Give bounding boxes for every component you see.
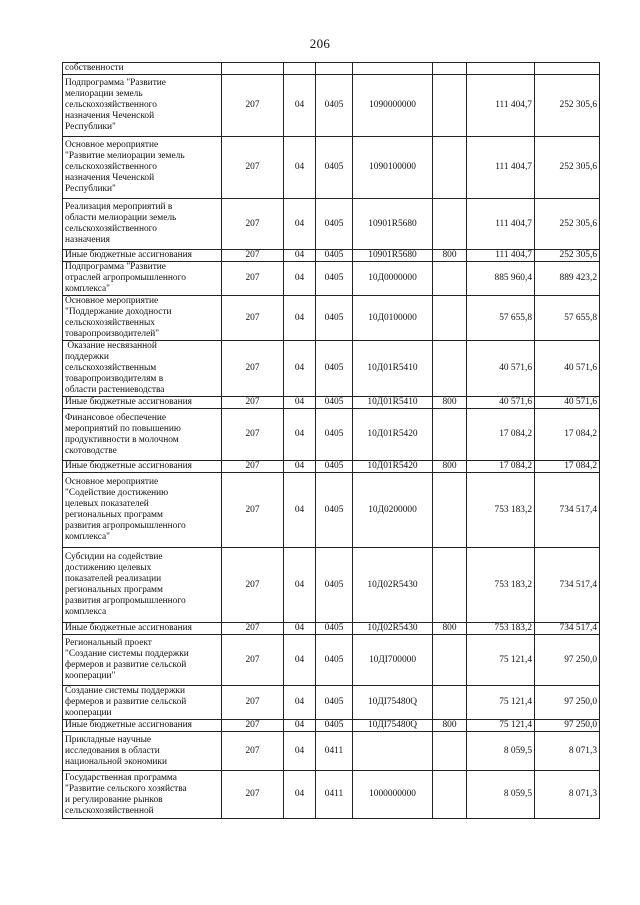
table-row — [63, 771, 600, 819]
cell-vr: 800 — [433, 720, 467, 732]
row-name: Иные бюджетные ассигнования — [63, 397, 222, 409]
table-row — [63, 397, 600, 409]
cell-pr: 0405 — [316, 623, 353, 635]
cell-sum-2021: 17 084,2 — [535, 461, 600, 473]
cell-csr: 10Д01R5420 — [353, 461, 433, 473]
cell-ved: 207 — [222, 250, 284, 262]
cell-sum-2021: 252 305,6 — [535, 250, 600, 262]
cell-sum-2021: 40 571,6 — [535, 397, 600, 409]
cell-sum-2020: 17 084,2 — [467, 409, 535, 461]
cell-vr — [433, 771, 467, 819]
cell-ved: 207 — [222, 75, 284, 137]
cell-pr: 0405 — [316, 720, 353, 732]
row-name: Региональный проект "Создание системы поддержки фермеров и развитие сельской кооперации" — [63, 635, 222, 686]
cell-rz: 04 — [284, 341, 316, 397]
cell-sum-2020: 40 571,6 — [467, 397, 535, 409]
table-row — [63, 623, 600, 635]
cell-pr: 0405 — [316, 397, 353, 409]
row-name: Иные бюджетные ассигнования — [63, 623, 222, 635]
table-row — [63, 473, 600, 548]
cell-rz: 04 — [284, 397, 316, 409]
cell-sum-2020: 753 183,2 — [467, 623, 535, 635]
cell-csr: 1000000000 — [353, 771, 433, 819]
cell-rz: 04 — [284, 461, 316, 473]
cell-pr: 0405 — [316, 473, 353, 548]
cell-csr: 10Д0200000 — [353, 473, 433, 548]
row-name: Подпрограмма "Развитие мелиорации земель сельскохозяйственного назначения Чеченской Республики" — [63, 75, 222, 137]
row-name: Оказание несвязанной поддержки сельскохозяйственным товаропроизводителям в области растениеводства — [63, 341, 222, 397]
row-name: Основное мероприятие "Развитие мелиорации земель сельскохозяйственного назначения Чеченской Республики" — [63, 137, 222, 199]
cell-sum-2020: 8 059,5 — [467, 732, 535, 771]
cell-vr — [433, 63, 467, 75]
cell-vr — [433, 296, 467, 341]
cell-vr — [433, 409, 467, 461]
cell-sum-2020: 75 121,4 — [467, 635, 535, 686]
cell-pr: 0405 — [316, 341, 353, 397]
cell-sum-2021: 97 250,0 — [535, 635, 600, 686]
cell-sum-2020: 75 121,4 — [467, 686, 535, 720]
cell-rz: 04 — [284, 199, 316, 250]
row-name: Иные бюджетные ассигнования — [63, 461, 222, 473]
cell-ved: 207 — [222, 548, 284, 623]
row-name: Подпрограмма "Развитие отраслей агропромышленного комплекса" — [63, 262, 222, 296]
cell-sum-2021: 8 071,3 — [535, 732, 600, 771]
cell-rz — [284, 63, 316, 75]
cell-csr — [353, 732, 433, 771]
cell-csr: 10Д01R5410 — [353, 341, 433, 397]
table-row — [63, 686, 600, 720]
cell-csr: 10Д01R5420 — [353, 409, 433, 461]
cell-sum-2021: 17 084,2 — [535, 409, 600, 461]
table-row — [63, 262, 600, 296]
row-name: собственности — [63, 63, 222, 75]
cell-pr: 0405 — [316, 296, 353, 341]
cell-sum-2020: 40 571,6 — [467, 341, 535, 397]
cell-sum-2021 — [535, 63, 600, 75]
cell-csr: 10Д02R5430 — [353, 623, 433, 635]
cell-ved: 207 — [222, 341, 284, 397]
cell-ved: 207 — [222, 623, 284, 635]
cell-pr: 0411 — [316, 732, 353, 771]
cell-vr — [433, 262, 467, 296]
cell-ved: 207 — [222, 720, 284, 732]
cell-pr: 0405 — [316, 250, 353, 262]
cell-pr: 0405 — [316, 635, 353, 686]
cell-rz: 04 — [284, 250, 316, 262]
cell-pr: 0405 — [316, 75, 353, 137]
cell-sum-2021: 40 571,6 — [535, 341, 600, 397]
cell-pr: 0405 — [316, 409, 353, 461]
cell-vr: 800 — [433, 623, 467, 635]
cell-vr — [433, 732, 467, 771]
cell-sum-2020: 111 404,7 — [467, 250, 535, 262]
table-row — [63, 199, 600, 250]
cell-sum-2021: 252 305,6 — [535, 199, 600, 250]
table-row — [63, 635, 600, 686]
cell-rz: 04 — [284, 296, 316, 341]
cell-sum-2021: 97 250,0 — [535, 720, 600, 732]
cell-ved: 207 — [222, 137, 284, 199]
cell-rz: 04 — [284, 409, 316, 461]
table-row — [63, 296, 600, 341]
cell-rz: 04 — [284, 635, 316, 686]
cell-rz: 04 — [284, 473, 316, 548]
cell-ved — [222, 63, 284, 75]
row-name: Субсидии на содействие достижению целевых показателей реализации региональных программ развития агропромышленного комплекса — [63, 548, 222, 623]
cell-sum-2020: 111 404,7 — [467, 199, 535, 250]
cell-csr: 10901R5680 — [353, 199, 433, 250]
cell-csr: 10Д01R5410 — [353, 397, 433, 409]
table-row — [63, 720, 600, 732]
cell-pr: 0405 — [316, 548, 353, 623]
row-name: Финансовое обеспечение мероприятий по повышению продуктивности в молочном скотоводстве — [63, 409, 222, 461]
row-name: Иные бюджетные ассигнования — [63, 250, 222, 262]
cell-rz: 04 — [284, 720, 316, 732]
cell-vr — [433, 75, 467, 137]
cell-csr — [353, 63, 433, 75]
row-name: Реализация мероприятий в области мелиорации земель сельскохозяйственного назначения — [63, 199, 222, 250]
cell-sum-2020 — [467, 63, 535, 75]
cell-csr: 10901R5680 — [353, 250, 433, 262]
cell-rz: 04 — [284, 686, 316, 720]
row-name: Создание системы поддержки фермеров и развитие сельской кооперации — [63, 686, 222, 720]
cell-ved: 207 — [222, 262, 284, 296]
cell-rz: 04 — [284, 548, 316, 623]
row-name: Основное мероприятие "Содействие достижению целевых показателей региональных программ развития агропромышленного комплекса" — [63, 473, 222, 548]
cell-ved: 207 — [222, 686, 284, 720]
table-row — [63, 341, 600, 397]
row-name: Основное мероприятие "Поддержание доходности сельскохозяйственных товаропроизводителей" — [63, 296, 222, 341]
cell-rz: 04 — [284, 771, 316, 819]
cell-ved: 207 — [222, 771, 284, 819]
cell-csr: 10Д0000000 — [353, 262, 433, 296]
cell-ved: 207 — [222, 397, 284, 409]
table-row — [63, 409, 600, 461]
cell-rz: 04 — [284, 732, 316, 771]
cell-csr: 10ДI75480Q — [353, 686, 433, 720]
cell-ved: 207 — [222, 409, 284, 461]
cell-pr: 0405 — [316, 262, 353, 296]
cell-sum-2021: 252 305,6 — [535, 137, 600, 199]
cell-sum-2021: 57 655,8 — [535, 296, 600, 341]
cell-vr: 800 — [433, 397, 467, 409]
cell-sum-2021: 8 071,3 — [535, 771, 600, 819]
cell-pr: 0411 — [316, 771, 353, 819]
cell-sum-2021: 734 517,4 — [535, 473, 600, 548]
table-row — [63, 63, 600, 75]
cell-csr: 10ДI700000 — [353, 635, 433, 686]
cell-vr — [433, 686, 467, 720]
cell-sum-2020: 753 183,2 — [467, 548, 535, 623]
cell-ved: 207 — [222, 635, 284, 686]
table-row — [63, 75, 600, 137]
budget-table — [62, 62, 600, 819]
cell-pr — [316, 63, 353, 75]
table-row — [63, 137, 600, 199]
cell-csr: 10Д02R5430 — [353, 548, 433, 623]
cell-pr: 0405 — [316, 137, 353, 199]
cell-ved: 207 — [222, 732, 284, 771]
cell-sum-2021: 734 517,4 — [535, 548, 600, 623]
cell-sum-2020: 17 084,2 — [467, 461, 535, 473]
cell-csr: 10Д0100000 — [353, 296, 433, 341]
cell-sum-2021: 889 423,2 — [535, 262, 600, 296]
cell-sum-2020: 111 404,7 — [467, 137, 535, 199]
row-name: Иные бюджетные ассигнования — [63, 720, 222, 732]
cell-rz: 04 — [284, 262, 316, 296]
cell-pr: 0405 — [316, 686, 353, 720]
cell-sum-2020: 75 121,4 — [467, 720, 535, 732]
cell-rz: 04 — [284, 75, 316, 137]
cell-ved: 207 — [222, 461, 284, 473]
row-name: Прикладные научные исследования в области национальной экономики — [63, 732, 222, 771]
cell-sum-2020: 57 655,8 — [467, 296, 535, 341]
cell-sum-2020: 885 960,4 — [467, 262, 535, 296]
table-row — [63, 732, 600, 771]
cell-vr: 800 — [433, 461, 467, 473]
page-number: 206 — [309, 36, 331, 51]
cell-csr: 1090000000 — [353, 75, 433, 137]
cell-vr — [433, 341, 467, 397]
cell-sum-2021: 734 517,4 — [535, 623, 600, 635]
cell-ved: 207 — [222, 473, 284, 548]
cell-vr — [433, 635, 467, 686]
cell-pr: 0405 — [316, 199, 353, 250]
cell-vr — [433, 473, 467, 548]
cell-csr: 10ДI75480Q — [353, 720, 433, 732]
cell-ved: 207 — [222, 199, 284, 250]
cell-vr — [433, 137, 467, 199]
cell-ved: 207 — [222, 296, 284, 341]
table-row — [63, 548, 600, 623]
cell-rz: 04 — [284, 623, 316, 635]
table-row — [63, 461, 600, 473]
cell-csr: 1090100000 — [353, 137, 433, 199]
cell-sum-2020: 111 404,7 — [467, 75, 535, 137]
cell-sum-2021: 97 250,0 — [535, 686, 600, 720]
cell-sum-2021: 252 305,6 — [535, 75, 600, 137]
cell-vr — [433, 548, 467, 623]
cell-sum-2020: 753 183,2 — [467, 473, 535, 548]
cell-rz: 04 — [284, 137, 316, 199]
cell-vr — [433, 199, 467, 250]
cell-vr: 800 — [433, 250, 467, 262]
cell-pr: 0405 — [316, 461, 353, 473]
table-row — [63, 250, 600, 262]
row-name: Государственная программа "Развитие сельского хозяйства и регулирование рынков сельскохозяйственной — [63, 771, 222, 819]
cell-sum-2020: 8 059,5 — [467, 771, 535, 819]
